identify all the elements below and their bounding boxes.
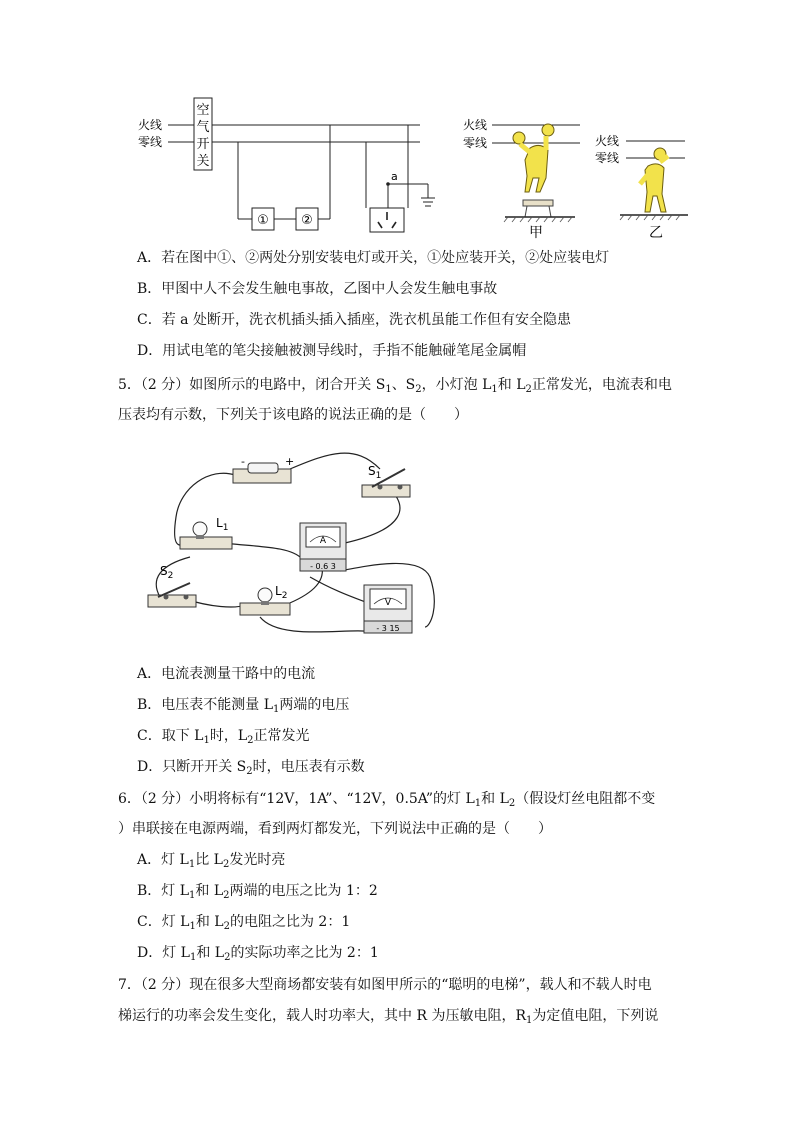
q5-option-b: B．电压表不能测量 $L_1$两端的电压 — [137, 697, 350, 715]
yi-zero-label: 零线 — [595, 151, 620, 165]
l2-label: $L_2$ — [275, 584, 288, 601]
q5-stem-line-1: 5．（2 分）如图所示的电路中，闭合开关 $S_1$、$S_2$，小灯泡 $L_1$和 $L_2$正常发光，电流表和电 — [118, 377, 672, 395]
q6-stem-line-2: ）串联接在电源两端，看到两灯都发光，下列说法中正确的是（ ） — [118, 821, 552, 837]
battery-minus-label: - — [241, 455, 245, 468]
q5-option-a: A．电流表测量干路中的电流 — [137, 666, 316, 682]
q6-option-c: C．灯 $L_1$和 $L_2$的电阻之比为 2：1 — [137, 914, 351, 932]
q5-option-d: D．只断开开关 $S_2$时，电压表有示数 — [137, 759, 365, 777]
battery-plus-label: + — [285, 455, 295, 468]
q7-stem-line-2: 梯运行的功率会发生变化，载人时功率大，其中 R 为压敏电阻，$R_1$为定值电阻，下列说 — [118, 1008, 659, 1026]
q4-option-b: B．甲图中人不会发生触电事故，乙图中人会发生触电事故 — [137, 281, 498, 297]
switch-s2 — [148, 564, 196, 607]
circuit-photo-figure — [140, 447, 450, 642]
fire-line-label: 火线 — [138, 118, 163, 132]
s1-label: $S_1$ — [368, 464, 382, 481]
q4-option-d: D．用试电笔的笔尖接触被测导线时，手指不能触碰笔尾金属帽 — [137, 343, 527, 359]
ammeter-terminals: - 0.6 3 — [310, 562, 336, 571]
q6-stem-line-1: 6．（2 分）小明将标有“12V，1A”、“12V，0.5A”的灯 $L_1$和 $L_2$（假设灯丝电阻都不变 — [118, 791, 656, 809]
household-wiring-figure — [130, 92, 690, 242]
voltmeter-symbol: V — [384, 598, 392, 608]
breaker-char-2: 气 — [196, 120, 210, 135]
breaker-char-1: 空 — [196, 103, 210, 118]
ammeter-symbol: A — [319, 536, 327, 546]
q5-stem-line-2: 压表均有示数，下列关于该电路的说法正确的是（ ） — [118, 407, 468, 423]
q6-option-a: A．灯 $L_1$比 $L_2$发光时亮 — [137, 852, 286, 870]
lamp-l1 — [180, 516, 232, 549]
slot-2-label: ② — [301, 213, 313, 228]
point-a-label: a — [391, 170, 398, 183]
wooden-stool — [523, 200, 553, 217]
switch-s1 — [362, 464, 410, 497]
q6-option-d: D．灯 $L_1$和 $L_2$的实际功率之比为 2：1 — [137, 945, 379, 963]
jia-fire-label: 火线 — [463, 118, 488, 132]
breaker-char-4: 关 — [196, 154, 210, 169]
q4-option-a: A．若在图中①、②两处分别安装电灯或开关，①处应装开关，②处应装电灯 — [137, 250, 610, 266]
jia-zero-label: 零线 — [463, 136, 488, 150]
person-jia — [513, 124, 554, 192]
q5-option-c: C．取下 $L_1$时，$L_2$正常发光 — [137, 728, 310, 746]
slot-1-label: ① — [257, 213, 269, 228]
yi-fire-label: 火线 — [595, 134, 620, 148]
lamp-l2 — [240, 584, 290, 615]
jia-caption: 甲 — [529, 225, 543, 241]
breaker-char-3: 开 — [196, 137, 210, 152]
l1-label: $L_1$ — [216, 516, 229, 533]
q7-stem-line-1: 7．（2 分）现在很多大型商场都安装有如图甲所示的“聪明的电梯”，载人和不载人时电 — [118, 977, 652, 993]
yi-caption: 乙 — [649, 225, 663, 241]
voltmeter-terminals: - 3 15 — [376, 624, 400, 633]
zero-line-label: 零线 — [138, 135, 163, 149]
ammeter — [300, 523, 346, 571]
q4-option-c: C．若 a 处断开，洗衣机插头插入插座，洗衣机虽能工作但有安全隐患 — [137, 312, 571, 328]
q6-option-b: B．灯 $L_1$和 $L_2$两端的电压之比为 1：2 — [137, 883, 378, 901]
battery — [233, 455, 294, 483]
voltmeter — [364, 585, 412, 633]
s2-label: $S_2$ — [160, 564, 174, 581]
